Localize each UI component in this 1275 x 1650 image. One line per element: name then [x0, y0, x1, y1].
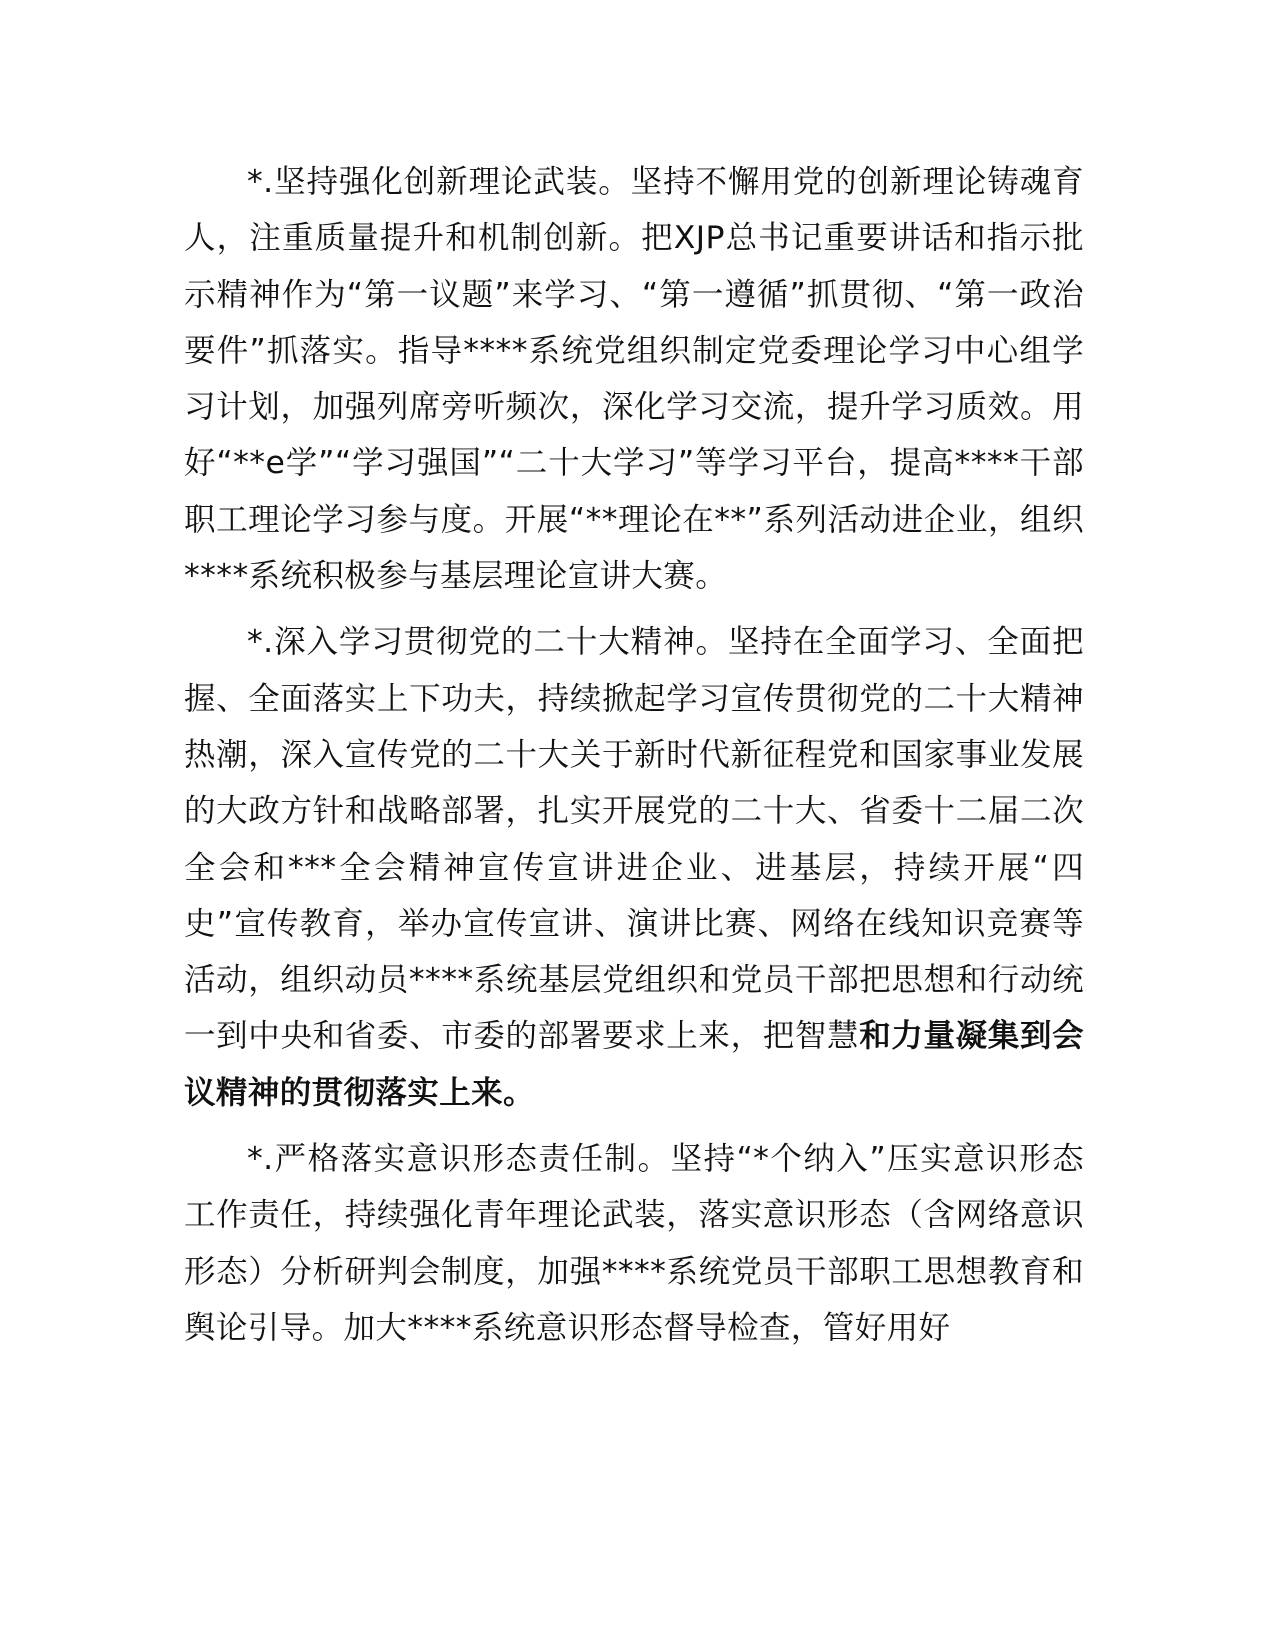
paragraph-text: *.深入学习贯彻党的二十大精神。坚持在全面学习、全面把握、全面落实上下功夫，持续掀起学习宣传贯彻党的二十大精神热潮，深入宣传党的二十大关于新时代新征程党和国家事业发展的大政方针和战略部署，扎实开展党的二十大、省委十二届二次全会和***全会精神宣传宣讲进企业、进基层，持续开展“四史”宣传教育，举办宣传宣讲、演讲比赛、网络在线知识竞赛等活动，组织动员****系统基层党组织和党员干部把思想和行动统一到中央和省委、市委的部署要求上来，把智慧 — [184, 624, 1084, 1055]
paragraph-text: *.严格落实意识形态责任制。坚持“*个纳入”压实意识形态工作责任，持续强化青年理论武装，落实意识形态（含网络意识形态）分析研判会制度，加强****系统党员干部职工思想教育和舆论引导。加大****系统意识形态督导检查，管好用好 — [184, 1141, 1084, 1346]
paragraph-text: *.坚持强化创新理论武装。坚持不懈用党的创新理论铸魂育人，注重质量提升和机制创新。把XJP总书记重要讲话和指示批示精神作为“第一议题”来学习、“第一遵循”抓贯彻、“第一政治要件”抓落实。指导****系统党组织制定党委理论学习中心组学习计划，加强列席旁听频次，深化学习交流，提升学习质效。用好“**e学”“学习强国”“二十大学习”等学习平台，提高****干部职工理论学习参与度。开展“**理论在**”系列活动进企业，组织****系统积极参与基层理论宣讲大赛。 — [184, 164, 1084, 595]
paragraph-theory-arming — [184, 154, 1084, 604]
document-body — [184, 154, 1084, 1356]
paragraph-twentieth-congress — [184, 614, 1084, 1121]
paragraph-bold-tail: 和力量凝集到会议精神的贯彻落实上来。 — [184, 1018, 1084, 1111]
paragraph-ideology-responsibility — [184, 1131, 1084, 1356]
